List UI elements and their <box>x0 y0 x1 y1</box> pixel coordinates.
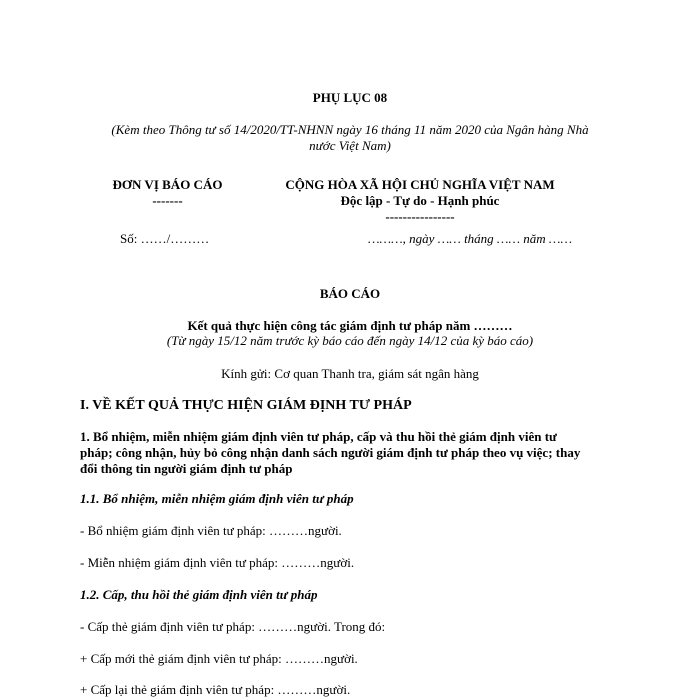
section-1-1-heading-line1: 1. Bổ nhiệm, miễn nhiệm giám định viên tư pháp, cấp và thu hồi thẻ giám định viên tư <box>80 429 557 444</box>
section-1-1-heading-line2: pháp; công nhận, hủy bỏ công nhận danh sách người giám định tư pháp theo vụ việc; thay <box>80 445 581 460</box>
list-item: + Cấp mới thẻ giám định viên tư pháp: ………người. <box>80 651 358 666</box>
subsection-1-2-heading: 1.2. Cấp, thu hồi thẻ giám định viên tư pháp <box>80 587 318 602</box>
report-subtitle: Kết quả thực hiện công tác giám định tư pháp năm ……… <box>187 318 513 333</box>
document-number: Số: ……/……… <box>120 231 210 246</box>
nation-name: CỘNG HÒA XÃ HỘI CHỦ NGHĨA VIỆT NAM <box>285 177 555 192</box>
list-item: - Miễn nhiệm giám định viên tư pháp: ………người. <box>80 555 355 570</box>
report-title: BÁO CÁO <box>319 286 381 301</box>
list-item: - Bổ nhiệm giám định viên tư pháp: ………người. <box>80 523 342 538</box>
report-recipient: Kính gửi: Cơ quan Thanh tra, giám sát ngân hàng <box>221 366 479 381</box>
reporting-unit: ĐƠN VỊ BÁO CÁO <box>112 177 223 192</box>
national-motto-divider: ---------------- <box>385 209 455 224</box>
appendix-note-line1: (Kèm theo Thông tư số 14/2020/TT-NHNN ngày 16 tháng 11 năm 2020 của Ngân hàng Nhà <box>111 122 589 137</box>
reporting-unit-divider: ------- <box>152 193 183 208</box>
section-1-1-heading-line3: đổi thông tin người giám định tư pháp <box>80 461 293 476</box>
appendix-title: PHỤ LỤC 08 <box>312 90 388 105</box>
place-date-line: ………, ngày …… tháng …… năm …… <box>368 231 573 246</box>
section-1-heading: I. VỀ KẾT QUẢ THỰC HIỆN GIÁM ĐỊNH TƯ PHÁP <box>80 398 412 413</box>
appendix-note-line2: nước Việt Nam) <box>309 138 391 153</box>
list-item: - Cấp thẻ giám định viên tư pháp: ………người. Trong đó: <box>80 619 386 634</box>
national-motto: Độc lập - Tự do - Hạnh phúc <box>340 193 500 208</box>
report-period: (Từ ngày 15/12 năm trước kỳ báo cáo đến ngày 14/12 của kỳ báo cáo) <box>166 333 534 348</box>
list-item: + Cấp lại thẻ giám định viên tư pháp: ………người. <box>80 682 351 697</box>
subsection-1-1-heading: 1.1. Bổ nhiệm, miễn nhiệm giám định viên tư pháp <box>80 491 354 506</box>
